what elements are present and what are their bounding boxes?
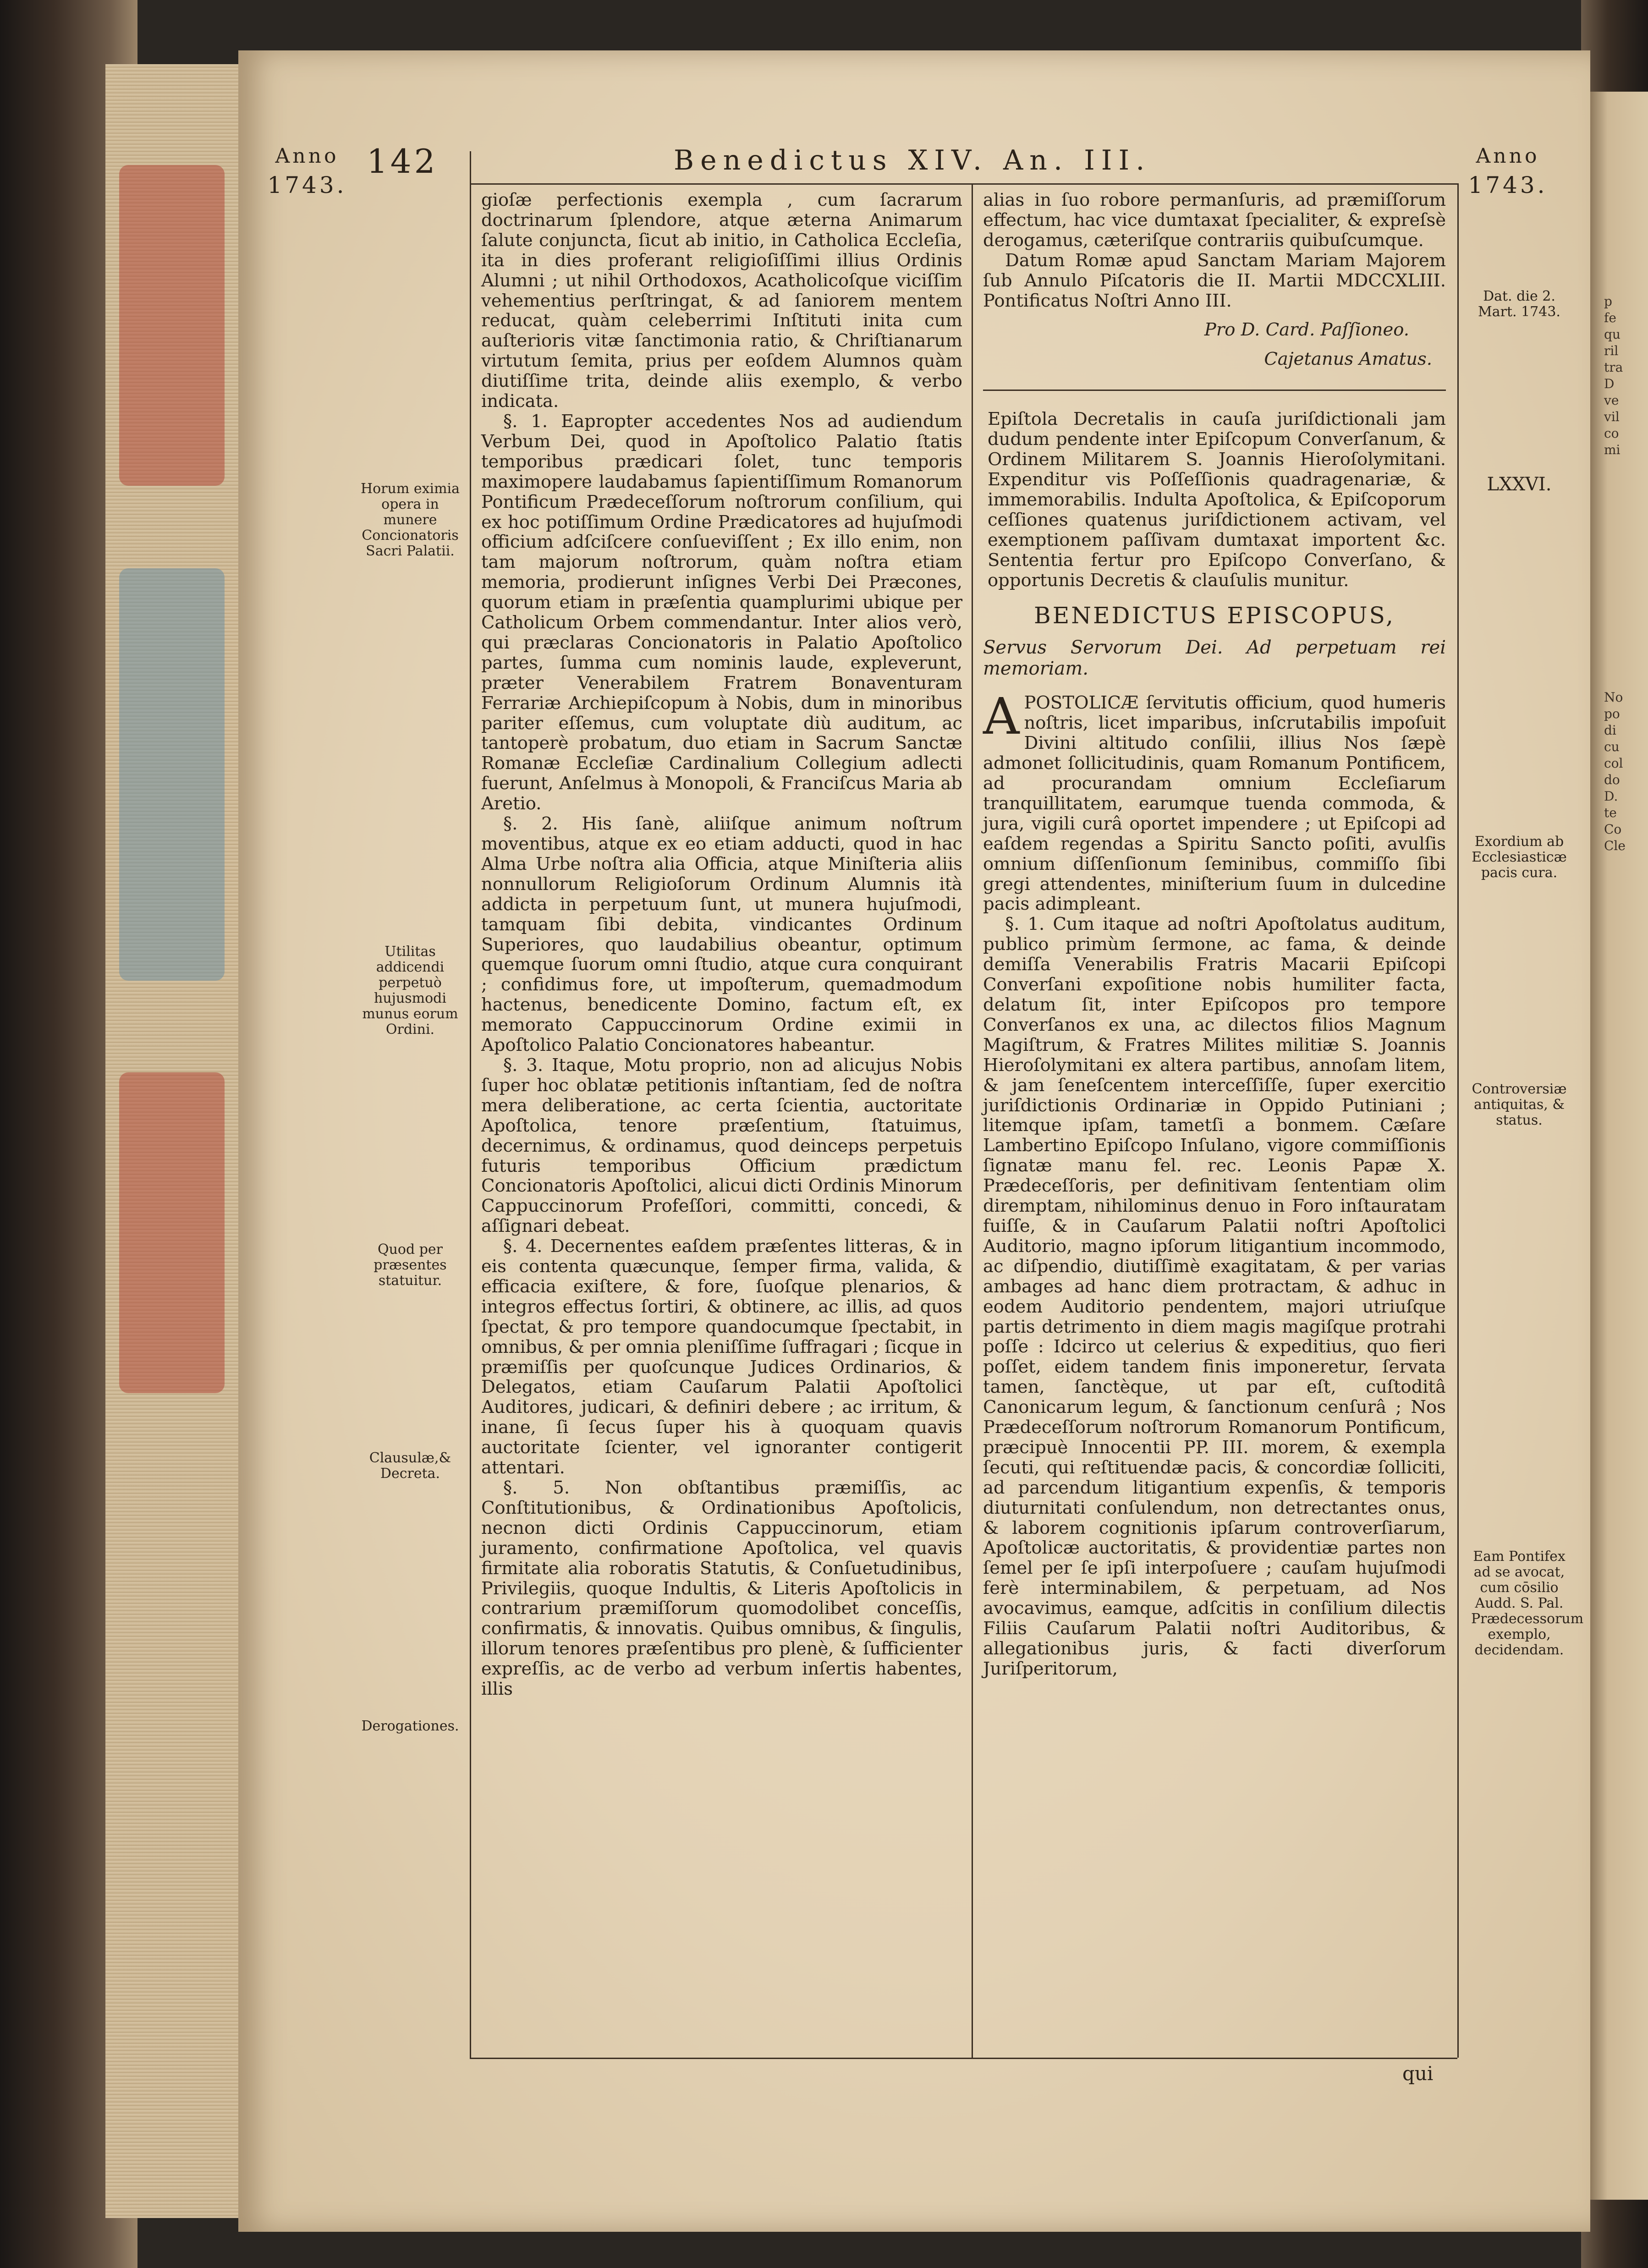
margin-note: Clausulæ,& Decreta. xyxy=(369,1450,451,1482)
header-rule xyxy=(470,183,1457,185)
margin-note: Utilitas addicendi perpetuò hujusmodi munus eorum Ordini. xyxy=(362,944,458,1038)
marbled-edge-streak xyxy=(119,165,225,486)
page-number: 142 xyxy=(367,142,438,181)
margin-note: LXXVI. xyxy=(1487,474,1552,495)
signature: Pro D. Card. Paſſioneo. xyxy=(1204,319,1409,340)
marbled-edge-streak xyxy=(119,1072,225,1393)
margin-note: Dat. die 2. Mart. 1743. xyxy=(1478,288,1560,320)
margin-note: Controversiæ antiquitas, & status. xyxy=(1472,1081,1567,1128)
paragraph: §. 3. Itaque, Motu proprio, non ad alicujus Nobis ſuper hoc oblatæ petitionis inſtantiam, ſed de noſtra mera deliberatione, ac certa ſcientia, auctoritate Apoſtolica, tenore præſentium, ſtatuimus, decernimus, & ordinamus, quod deinceps perpetuis futuris temporibus Officium prædictum Concionatoris Apoſtolici, alicui dicti Ordinis Minorum Cappuccinorum Profeſſori, committi, concedi, & aſſignari debeat. xyxy=(481,1054,962,1237)
paragraph-text: POSTOLICÆ ſervitutis officium, quod humeris noſtris, licet imparibus, inſcrutabilis impoſuit Divini altitudo conſilii, illius Nos ſæpè admonet ſollicitudinis, quam Romanum Pontificem, ad procurandam omnium Eccleſiarum tranquillitatem, earumque tuenda commoda, & jura, vigili curâ oportet impendere ; ut Epiſcopi ad eaſdem regendas a Spiritu Sancto poſiti, avulſis omnium diſſenſionum ſeminibus, commiſſo ſibi gregi attendentes, miniſterium ſuum in dulcedine pacis adimpleant. xyxy=(983,692,1446,915)
catchword: qui xyxy=(1402,2062,1434,2085)
decretal-summary: Epiſtola Decretalis in cauſa juriſdictionali jam dudum pendente inter Epiſcopum Converſanum, & Ordinem Militarem S. Joannis Hieroſolymitani. Expenditur vis Poſſeſſionis quadragenariæ, & immemorabilis. Indulta Apoſtolica, & Epiſcoporum ceſſiones quatenus juriſdictionem activam, vel exemptionem paſſivam dumtaxat importent &c. Sententia fertur pro Epiſcopo Converſano, & opportunis Decretis & clauſulis munitur. xyxy=(988,409,1446,591)
paragraph: §. 5. Non obſtantibus præmiſſis, ac Conſtitutionibus, & Ordinationibus Apoſtolicis, necnon dicti Ordinis Cappuccinorum, etiam juramento, confirmatione Apoſtolica, vel quavis firmitate alia roboratis Statutis, & Conſuetudinibus, Privilegiis, quoque Indultis, & Literis Apoſtolicis in contrarium præmiſſorum quomodolibet conceſſis, confirmatis, & innovatis. Quibus omnibus, & ſingulis, illorum tenores præſentibus pro plenè, & ſufficienter expreſſis, ac de verbo ad verbum inſertis habentes, illis xyxy=(481,1477,962,1700)
book-page xyxy=(238,50,1590,2232)
running-title: Benedictus XIV. An. III. xyxy=(674,144,1151,176)
year-right: 1743. xyxy=(1468,172,1548,198)
margin-note: Horum eximia opera in munere Concionatoris Sacri Palatii. xyxy=(360,481,460,559)
letter-heading: BENEDICTUS EPISCOPUS, xyxy=(1034,602,1395,629)
exordium-paragraph xyxy=(983,687,1446,915)
margin-note: Eam Pontifex ad se avocat, cum cōsilio Audd. S. Pal. Prædecessorum exemplo, decidendam. xyxy=(1471,1549,1584,1658)
left-frame-rule xyxy=(470,183,471,2058)
anno-label-left: Anno xyxy=(275,144,339,168)
right-frame-rule xyxy=(1457,183,1459,2058)
marbled-edge-streak xyxy=(119,568,225,981)
next-page-fragments: p fe qu ril tra D ve vil co mi No po di cu col do D. te Co Cle xyxy=(1604,294,1626,853)
margin-note: Exordium ab Ecclesiasticæ pacis cura. xyxy=(1472,834,1567,881)
column-divider xyxy=(972,183,973,2058)
paragraph: §. 4. Decernentes eaſdem præſentes litteras, & in eis contenta quæcunque, ſemper firma, valida, & efficacia exiſtere, & fore, ſuoſque plenarios, & integros effectus ſortiri, & obtinere, ac illis, ad quos ſpectat, & pro tempore quandocumque ſpectabit, in omnibus, & per omnia pleniſſime ſuffragari ; ſicque in præmiſſis per quoſcunque Judices Ordinarios, & Delegatos, etiam Cauſarum Palatii Apoſtolici Auditores, judicari, & definiri debere ; ac irritum, & inane, ſi ſecus ſuper his à quoquam quavis auctoritate ſcienter, vel ignoranter contigerit attentari. xyxy=(481,1236,962,1478)
paragraph: gioſæ perfectionis exempla , cum ſacrarum doctrinarum ſplendore, atque æterna Animarum ſalute conjuncta, ſicut ab initio, in Catholica Eccleſia, ita in dies proferant religioſiſſimi illius Ordinis Alumni ; ut nihil Orthodoxos, Acatholicoſque viciſſim vehementius perſtringat, & ad ſaniorem mentem reducat, quàm celeberrimi Inſtituti inita cum auſterioris vitæ ſanctimonia ratio, & Chriſtianarum virtutum ſemita, prius per eoſdem Alumnos quàm diutiſſime trita, deinde aliis exemplo, & verbo indicata. xyxy=(481,190,962,412)
paragraph: §. 2. His ſanè, aliiſque animum noſtrum moventibus, atque ex eo etiam adducti, quod in hac Alma Urbe noſtra alia Officia, atque Miniſteria aliis nonnullorum Religioſorum Ordinum Alumnis ità addicta in perpetuum ſunt, ut munera hujuſmodi, tamquam ſibi debita, vindicantes Ordinum Superiores, quo laudabilius obeantur, optimum quemque ſuorum omni ſtudio, atque cura conquirant ; confidimus fore, ut impoſterum, quemadmodum hactenus, benedicente Domino, factum eſt, ex memorato Cappuccinorum Ordine eximii in Apoſtolico Palatio Concionatores habeantur. xyxy=(481,813,962,1056)
paragraph: §. 1. Cum itaque ad noſtri Apoſtolatus auditum, publico primùm ſermone, ac fama, & deinde demiſſa Venerabilis Fratris Macarii Epiſcopi Converſani expoſitione nobis humiliter facta, delatum ſit, inter Epiſcopos pro tempore Converſanos ex una, ac dilectos filios Magnum Magiſtrum, & Fratres Milites militiæ S. Joannis Hieroſolymitani ex altera partibus, annoſam litem, & jam ſeneſcentem interceſſiſſe, ſuper exercitio juriſdictionis Ordinariæ in Oppido Putiniani ; litemque ipſam, tametſi a bonmem. Cæſare Lambertino Epiſcopo Inſulano, vigore commiſſionis ſignatæ manu fel. rec. Leonis Papæ X. Prædeceſſoris, per definitivam ſententiam olim diremptam, nihilominus denuo in Foro inſtauratam fuiſſe, & in Cauſarum Palatii noſtri Apoſtolici Auditorio, magno ipſorum litigantium incommodo, ac diſpendio, diutiſſimè exagitatam, & per varias ambages ad hanc diem protractam, & adhuc in eodem Auditorio pendentem, majori utriuſque partis detrimento in diem magis magiſque protrahi poſſe : Idcirco ut celerius & expeditius, quo fieri poſſet, eidem tandem finis imponeretur, ſervata tamen, ſanctèque, ut par eſt, cuſtoditâ Canonicarum legum, & ſanctionum cenſurâ ; Nos Prædeceſſorum noſtrorum Romanorum Pontificum, præcipuè Innocentii PP. III. morem, & exempla ſecuti, qui reſtituendæ pacis, & concordiæ ſolliciti, ad parcendum litigantium expenſis, & temporis diuturnitati conſulendum, non detrectantes onus, & laborem cognitionis ipſarum controverſiarum, Apoſtolicæ auctoritatis, & providentiæ partes non ſemel per ſe ipſi interpoſuere ; cauſam hujuſmodi ferè interminabilem, & perpetuam, ad Nos avocavimus, eamque, adſcitis in conſilium dilectis Filiis Cauſarum Palatii noſtri Auditoribus, & allegationibus juris, & facti diverſorum Juriſperitorum, xyxy=(983,914,1446,1679)
paragraph: §. 1. Eapropter accedentes Nos ad audiendum Verbum Dei, quod in Apoſtolico Palatio ſtatis temporibus prædicari ſolet, tunc temporis maximopere laudabamus ſapientiſſimum Romanorum Pontificum Prædeceſſorum noſtrorum conſilium, qui ex hoc potiſſimum Ordine Prædicatores ad hujuſmodi officium adſciſcere conſueviſſent ; Ex illo enim, non tam majorum noſtrorum, quàm noſtra etiam memoria, prodierunt inſignes Verbi Dei Præcones, quorum etiam in præſentia quamplurimi ubique per Catholicum Orbem commendantur. Inter alios verò, qui præclaras Concionatoris in Palatio Apoſtolico partes, ſumma cum nominis laude, expleverunt, præter Venerabilem Fratrem Bonaventuram Ferrariæ Archiepiſcopum à Nobis, dum in minoribus pariter eſſemus, cum voluptate diù auditum, ac tantoperè probatum, duo etiam in Sacrum Sanctæ Romanæ Eccleſiæ Cardinalium Collegium adlecti fuerunt, Anſelmus à Monopoli, & Franciſcus Maria ab Aretio. xyxy=(481,411,962,814)
section-rule xyxy=(983,390,1446,391)
paragraph: alias in ſuo robore permanſuris, ad præmiſſorum effectum, hac vice dumtaxat ſpecialiter, & expreſsè derogamus, cæteriſque contrariis quibuſcumque. xyxy=(983,190,1446,251)
header-box-rule xyxy=(470,151,471,183)
signature: Cajetanus Amatus. xyxy=(1264,349,1432,370)
anno-label-right: Anno xyxy=(1476,144,1540,168)
book-fore-edge xyxy=(105,64,241,2218)
letter-subheading: Servus Servorum Dei. Ad perpetuam rei memoriam. xyxy=(983,637,1446,680)
dating-clause: Datum Romæ apud Sanctam Mariam Majorem ſub Annulo Piſcatoris die II. Martii MDCCXLIII. Pontificatus Noſtri Anno III. xyxy=(983,250,1446,311)
drop-cap: A xyxy=(983,687,1020,746)
margin-note: Quod per præsentes statuitur. xyxy=(374,1241,447,1289)
next-page-edge xyxy=(1590,92,1648,2200)
footer-rule xyxy=(470,2058,1457,2059)
left-text-column xyxy=(481,190,962,1699)
margin-note: Derogationes. xyxy=(361,1718,459,1734)
year-left: 1743. xyxy=(267,172,347,198)
right-text-column xyxy=(983,190,1446,1679)
